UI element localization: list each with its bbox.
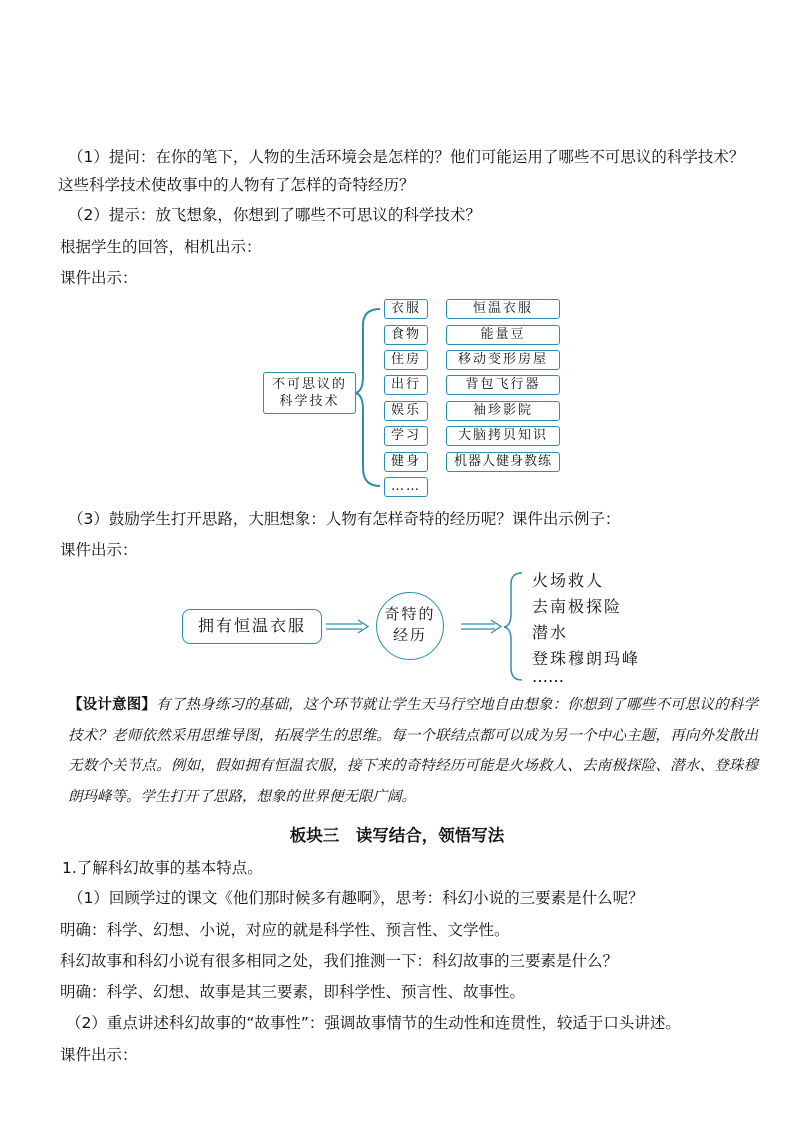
flow-middle-line-1: 奇特的 [384,605,436,623]
mindmap-item: 袖珍影院 [446,401,560,421]
design-intent [68,690,758,812]
paragraph-clarify-2: 明确：科学、幻想、故事是其三要素，即科学性、预言性、故事性。 [60,983,526,1001]
paragraph-question-1-cont: 这些科学技术使故事中的人物有了怎样的奇特经历？ [58,176,415,194]
section-title: 板块三 读写结合，领悟写法 [289,826,505,845]
courseware-label-2: 课件出示： [60,541,138,559]
flow-outcome: 登珠穆朗玛峰 [532,649,641,668]
paragraph-clarify-1: 明确：科学、幻想、小说，对应的就是科学性、预言性、文学性。 [60,921,510,939]
paragraph-response: 根据学生的回答，相机出示： [60,238,262,256]
paragraph-question-1: （1）提问：在你的笔下，人物的生活环境会是怎样的？他们可能运用了哪些不可思议的科学技术？ [68,148,745,166]
mindmap-category: 健身 [384,452,428,472]
mindmap-item: 恒温衣服 [446,299,560,319]
paragraph-encourage: （3）鼓励学生打开思路，大胆想象：人物有怎样奇特的经历呢？课件出示例子： [68,510,621,528]
paragraph-hint: （2）提示：放飞想象，你想到了哪些不可思议的科学技术？ [68,206,481,224]
paragraph-infer: 科幻故事和科幻小说有很多相同之处，我们推测一下：科幻故事的三要素是什么？ [60,952,619,970]
mindmap-category: …… [384,477,428,497]
flow-middle-line-2: 经历 [392,626,427,644]
flow-start-box: 拥有恒温衣服 [182,609,322,644]
flow-outcome: …… [532,667,564,686]
mindmap-root-line-1: 不可思议的 [271,377,347,392]
mindmap-item: 移动变形房屋 [446,350,560,370]
paragraph-point-1: 1.了解科幻故事的基本特点。 [62,859,263,877]
mindmap-item: 大脑拷贝知识 [446,426,560,446]
paragraph-storytelling: （2）重点讲述科幻故事的“故事性”：强调故事情节的生动性和连贯性，较适于口头讲述。 [66,1014,681,1032]
mindmap-category: 学习 [384,426,428,446]
flow-arrow-2 [461,620,501,633]
flow-brace [504,573,522,680]
flow-outcome: 火场救人 [532,571,605,590]
courseware-label-1: 课件出示： [60,269,138,287]
flow-arrow-1 [326,620,368,633]
paragraph-review: （1）回顾学过的课文《他们那时候多有趣啊》，思考：科幻小说的三要素是什么呢？ [68,889,644,907]
mindmap-root-line-2: 科学技术 [279,394,340,409]
design-intent-text: 有了热身练习的基础，这个环节就让学生天马行空地自由想象：你想到了哪些不可思议的科学技术？老师依然采用思维导图，拓展学生的思维。每一个联结点都可以成为另一个中心主题，再向外发散出无数个关节点。例如，假如拥有恒温衣服，接下来的奇特经历可能是火场救人、去南极探险、潜水、登珠穆朗玛峰等。学生打开了思路，想象的世界便无限广阔。 [68,697,758,805]
mindmap-category: 食物 [384,325,428,345]
flow-outcome: 去南极探险 [532,597,623,616]
flow-outcome: 潜水 [532,623,569,642]
mindmap-category: 出行 [384,375,428,395]
design-intent-label: 【设计意图】 [68,697,157,713]
mindmap-category: 衣服 [384,299,428,319]
mindmap-item: 背包飞行器 [446,375,560,395]
mindmap-item: 机器人健身教练 [446,452,560,472]
mindmap-category: 娱乐 [384,401,428,421]
mindmap-item: 能量豆 [446,325,560,345]
mindmap-category: 住房 [384,350,428,370]
courseware-label-3: 课件出示： [60,1046,138,1064]
